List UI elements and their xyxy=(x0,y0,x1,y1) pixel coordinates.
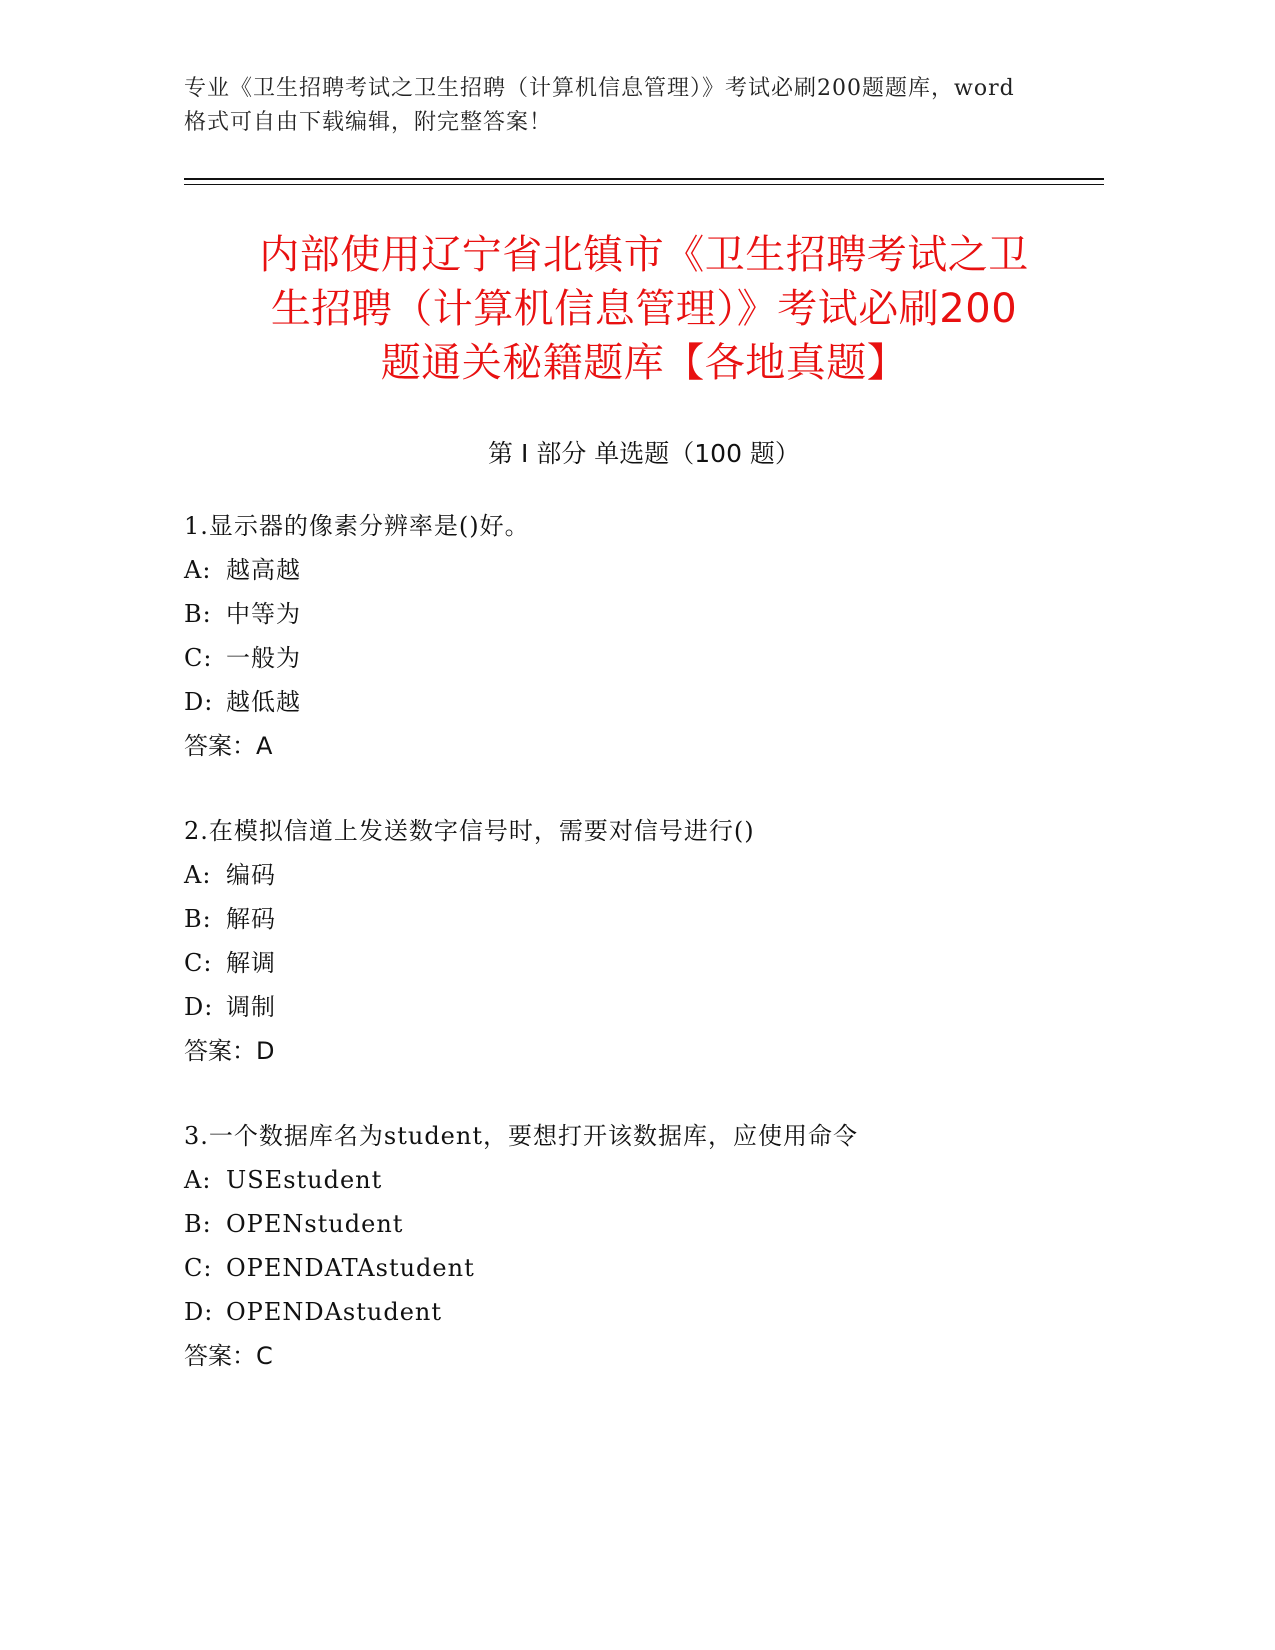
option-text: 中等为 xyxy=(226,600,301,628)
option-key: C: xyxy=(184,644,213,672)
option-key: C: xyxy=(184,949,213,977)
option-text: USEstudent xyxy=(226,1166,383,1194)
option-c xyxy=(184,636,1104,680)
option-text: 编码 xyxy=(226,861,276,889)
option-d xyxy=(184,985,1104,1029)
option-key: B: xyxy=(184,600,212,628)
answer: 答案：C xyxy=(184,1342,273,1370)
option-text: 解码 xyxy=(226,905,276,933)
answer: 答案：A xyxy=(184,732,273,760)
option-b xyxy=(184,592,1104,636)
document-title xyxy=(184,228,1104,390)
section-title: 第 I 部分 单选题（100 题） xyxy=(488,439,800,468)
option-key: D: xyxy=(184,688,214,716)
option-key: D: xyxy=(184,1298,214,1326)
option-text: 一般为 xyxy=(226,644,301,672)
header-note xyxy=(184,72,1084,140)
option-b xyxy=(184,1202,1104,1246)
answer: 答案：D xyxy=(184,1037,275,1065)
option-text: 越高越 xyxy=(226,556,301,584)
document-title-line-2: 生招聘（计算机信息管理）》考试必刷200 xyxy=(270,286,1018,332)
option-key: A: xyxy=(184,556,212,584)
option-text: OPENDAstudent xyxy=(226,1298,443,1326)
option-d xyxy=(184,680,1104,724)
header-divider-thick xyxy=(184,178,1104,180)
header-note-line-1: 专业《卫生招聘考试之卫生招聘（计算机信息管理）》考试必刷200题题库，word xyxy=(184,76,1015,101)
option-c xyxy=(184,1246,1104,1290)
question-1 xyxy=(184,504,1104,768)
header-divider-thin xyxy=(184,184,1104,185)
question-stem: 2.在模拟信道上发送数字信号时，需要对信号进行() xyxy=(184,817,755,845)
question-2 xyxy=(184,809,1104,1073)
option-key: D: xyxy=(184,993,214,1021)
option-a xyxy=(184,853,1104,897)
option-c xyxy=(184,941,1104,985)
question-stem: 1.显示器的像素分辨率是()好。 xyxy=(184,512,530,540)
question-3 xyxy=(184,1114,1104,1378)
option-key: B: xyxy=(184,1210,212,1238)
option-a xyxy=(184,548,1104,592)
option-key: A: xyxy=(184,861,212,889)
option-text: 越低越 xyxy=(226,688,301,716)
header-note-line-2: 格式可自由下载编辑，附完整答案！ xyxy=(184,110,553,135)
option-text: 调制 xyxy=(226,993,276,1021)
option-d xyxy=(184,1290,1104,1334)
option-b xyxy=(184,897,1104,941)
option-text: 解调 xyxy=(226,949,276,977)
document-title-line-3: 题通关秘籍题库【各地真题】 xyxy=(380,340,908,386)
option-a xyxy=(184,1158,1104,1202)
question-stem: 3.一个数据库名为student，要想打开该数据库，应使用命令 xyxy=(184,1122,858,1150)
option-key: B: xyxy=(184,905,212,933)
document-title-line-1: 内部使用辽宁省北镇市《卫生招聘考试之卫 xyxy=(259,232,1029,278)
option-key: C: xyxy=(184,1254,213,1282)
option-text: OPENDATAstudent xyxy=(226,1254,475,1282)
option-text: OPENstudent xyxy=(226,1210,404,1238)
option-key: A: xyxy=(184,1166,212,1194)
